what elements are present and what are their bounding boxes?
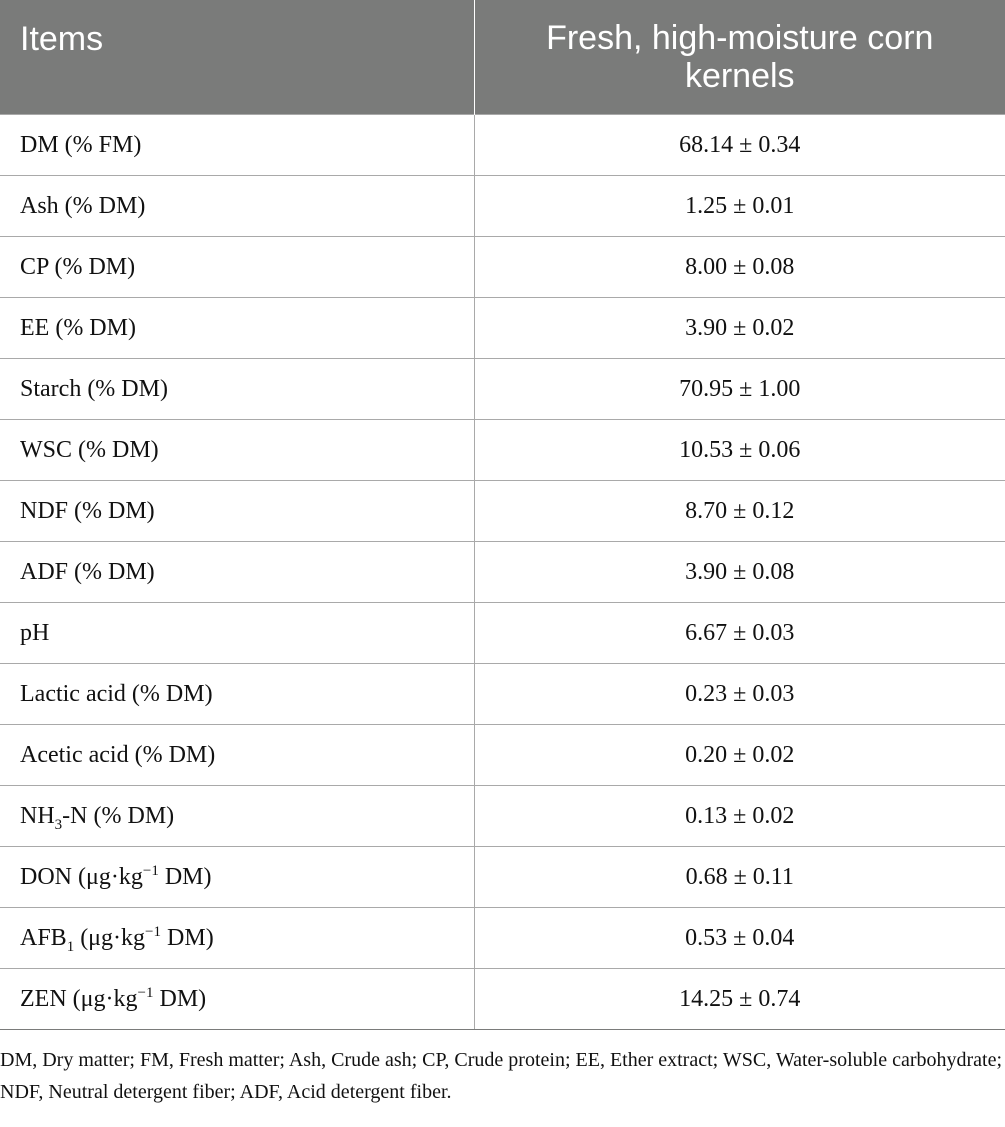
table-row	[0, 481, 1005, 542]
row-value: 0.68 ± 0.11	[474, 847, 1005, 908]
table-row	[0, 603, 1005, 664]
row-item-label: Acetic acid (% DM)	[0, 725, 474, 786]
row-value: 3.90 ± 0.08	[474, 542, 1005, 603]
table-row	[0, 542, 1005, 603]
table-row	[0, 359, 1005, 420]
header-items: Items	[0, 0, 474, 115]
header-row	[0, 0, 1005, 115]
row-value: 0.23 ± 0.03	[474, 664, 1005, 725]
table-row	[0, 908, 1005, 969]
row-item-label: DON ($\mu g\cdot kg^{-1}$ DM)	[0, 847, 474, 908]
table-row	[0, 847, 1005, 908]
row-item-label: Lactic acid (% DM)	[0, 664, 474, 725]
row-item-label: Starch (% DM)	[0, 359, 474, 420]
table-row	[0, 115, 1005, 176]
table-row	[0, 420, 1005, 481]
row-item-label: CP (% DM)	[0, 237, 474, 298]
table-header	[0, 0, 1005, 115]
row-value: 1.25 ± 0.01	[474, 176, 1005, 237]
row-value: 3.90 ± 0.02	[474, 298, 1005, 359]
table-row	[0, 176, 1005, 237]
row-value: 70.95 ± 1.00	[474, 359, 1005, 420]
row-value: 0.13 ± 0.02	[474, 786, 1005, 847]
row-value: 8.00 ± 0.08	[474, 237, 1005, 298]
row-value: 0.53 ± 0.04	[474, 908, 1005, 969]
row-item-label: EE (% DM)	[0, 298, 474, 359]
row-item-label: ADF (% DM)	[0, 542, 474, 603]
table-body	[0, 115, 1005, 1030]
row-item-label: $AFB_1$ ($\mu g\cdot kg^{-1}$ DM)	[0, 908, 474, 969]
row-item-label: NDF (% DM)	[0, 481, 474, 542]
table-row	[0, 237, 1005, 298]
row-value: 10.53 ± 0.06	[474, 420, 1005, 481]
row-item-label: ZEN ($\mu g\cdot kg^{-1}$ DM)	[0, 969, 474, 1030]
row-value: 8.70 ± 0.12	[474, 481, 1005, 542]
table-row	[0, 969, 1005, 1030]
row-item-label: DM (% FM)	[0, 115, 474, 176]
row-item-label: WSC (% DM)	[0, 420, 474, 481]
row-item-label: $NH_3-N$ (% DM)	[0, 786, 474, 847]
table-row	[0, 725, 1005, 786]
table-row	[0, 786, 1005, 847]
row-value: 68.14 ± 0.34	[474, 115, 1005, 176]
table-row	[0, 664, 1005, 725]
header-fresh-corn: Fresh, high-moisture corn kernels	[474, 0, 1005, 115]
table-footnote: DM, Dry matter; FM, Fresh matter; Ash, Crude ash; CP, Crude protein; EE, Ether extract; WSC, Water-soluble carbohydrate; NDF, Neutral detergent fiber; ADF, Acid detergent fiber.	[0, 1049, 1003, 1103]
row-value: 0.20 ± 0.02	[474, 725, 1005, 786]
row-item-label: Ash (% DM)	[0, 176, 474, 237]
row-value: 14.25 ± 0.74	[474, 969, 1005, 1030]
row-value: 6.67 ± 0.03	[474, 603, 1005, 664]
row-item-label: pH	[0, 603, 474, 664]
table-row	[0, 298, 1005, 359]
